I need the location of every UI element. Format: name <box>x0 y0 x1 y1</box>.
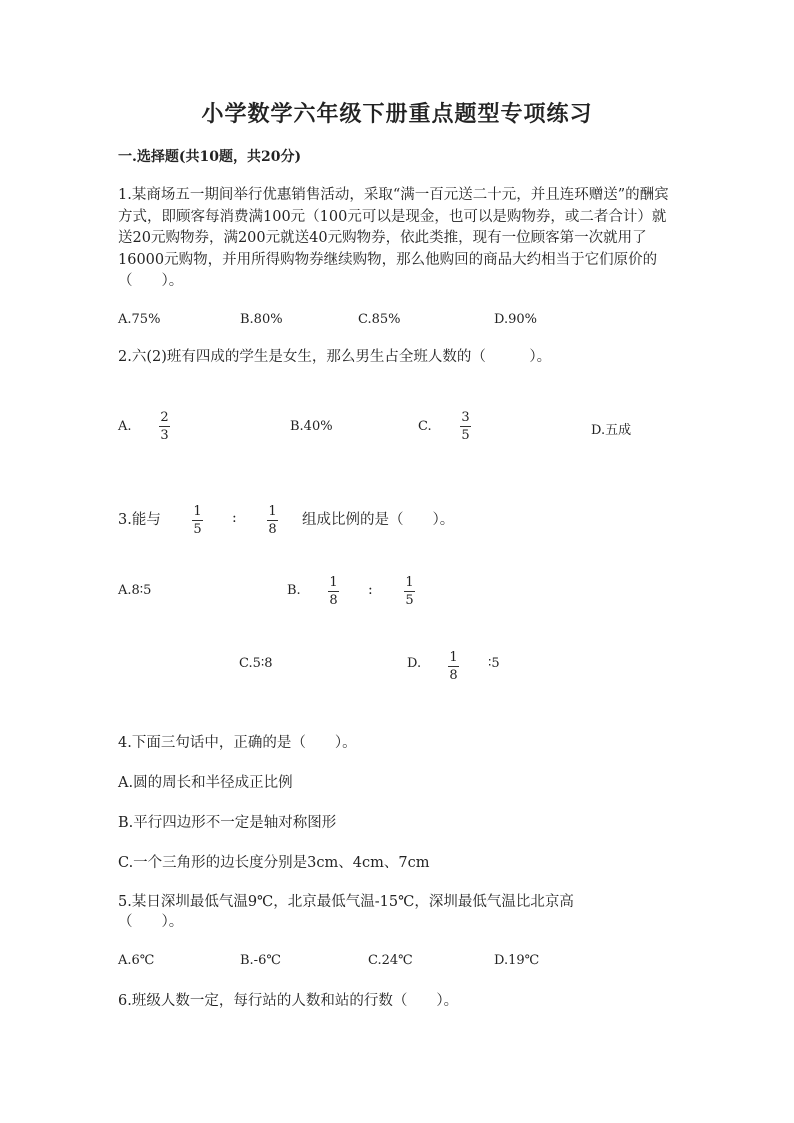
q3-option-b-fraction-2 <box>404 575 415 608</box>
q1-option-b: B.80% <box>240 312 283 327</box>
q3-option-d-fraction <box>448 650 459 683</box>
q3-option-c: C.5∶8 <box>239 656 273 671</box>
denominator: 5 <box>461 428 470 443</box>
numerator: 1 <box>193 504 202 519</box>
fraction-bar <box>159 426 170 427</box>
denominator: 5 <box>193 522 202 537</box>
q3-option-d-suffix: ∶5 <box>488 656 500 671</box>
q1-option-d: D.90% <box>494 312 537 327</box>
q3-option-d-label: D. <box>407 656 422 671</box>
denominator: 3 <box>160 428 169 443</box>
numerator: 1 <box>449 650 458 665</box>
question-5-stem-line-1: 5.某日深圳最低气温9℃，北京最低气温-15℃，深圳最低气温比北京高 <box>118 894 574 910</box>
numerator: 2 <box>160 410 169 425</box>
numerator: 1 <box>405 575 414 590</box>
question-6-stem: 6.班级人数一定，每行站的人数和站的行数（ ）。 <box>118 993 459 1009</box>
fraction-bar <box>328 591 339 592</box>
q3-option-a: A.8∶5 <box>118 583 152 598</box>
ratio-colon: : <box>368 582 373 598</box>
denominator: 8 <box>268 522 277 537</box>
numerator: 3 <box>461 410 470 425</box>
q5-option-c: C.24℃ <box>368 953 413 968</box>
question-3-stem-suffix: 组成比例的是（ ）。 <box>302 512 455 528</box>
q3-option-b-label: B. <box>287 583 301 598</box>
question-5-stem-line-2: （ ）。 <box>118 914 184 930</box>
q5-option-d: D.19℃ <box>494 953 540 968</box>
q4-option-c: C.一个三角形的边长度分别是3cm、4cm、7cm <box>118 855 430 871</box>
denominator: 8 <box>329 593 338 608</box>
numerator: 1 <box>329 575 338 590</box>
q2-option-a-label: A. <box>118 419 132 434</box>
fraction-bar <box>460 426 471 427</box>
fraction-bar <box>404 591 415 592</box>
q2-option-b: B.40% <box>290 419 333 434</box>
q4-option-a: A.圆的周长和半径成正比例 <box>118 775 293 791</box>
section-heading: 一.选择题(共10题，共20分) <box>118 149 302 165</box>
denominator: 5 <box>405 593 414 608</box>
q3-option-b-fraction-1 <box>328 575 339 608</box>
q3-fraction-one-eighth <box>267 504 278 537</box>
page-title: 小学数学六年级下册重点题型专项练习 <box>201 101 593 127</box>
question-3-stem-prefix: 3.能与 <box>118 512 161 528</box>
denominator: 8 <box>449 668 458 683</box>
q2-option-a-fraction <box>159 410 170 443</box>
question-2-stem: 2.六(2)班有四成的学生是女生，那么男生占全班人数的（ ）。 <box>118 349 552 365</box>
q4-option-b: B.平行四边形不一定是轴对称图形 <box>118 815 337 831</box>
question-4-stem: 4.下面三句话中，正确的是（ ）。 <box>118 735 357 751</box>
numerator: 1 <box>268 504 277 519</box>
q5-option-b: B.-6℃ <box>240 953 281 968</box>
ratio-colon: : <box>232 510 237 526</box>
question-1-stem: 1.某商场五一期间举行优惠销售活动，采取“满一百元送二十元，并且连环赠送”的酬宾方式，即顾客每消费满100元（100元可以是现金，也可以是购物券，或二者合计）就送20元购物券，满200元就送40元购物券，依此类推，现有一位顾客第一次就用了16000元购物，并用所得购物券继续购物，那么他购回的商品大约相当于它们原价的（ ）。 <box>118 187 669 289</box>
q3-fraction-one-fifth <box>192 504 203 537</box>
fraction-bar <box>448 666 459 667</box>
q1-option-c: C.85% <box>358 312 401 327</box>
q5-option-a: A.6℃ <box>118 953 155 968</box>
q2-option-d: D.五成 <box>591 423 632 438</box>
q2-option-c-fraction <box>460 410 471 443</box>
fraction-bar <box>192 520 203 521</box>
q2-option-c-label: C. <box>418 419 432 434</box>
q1-option-a: A.75% <box>118 312 161 327</box>
fraction-bar <box>267 520 278 521</box>
